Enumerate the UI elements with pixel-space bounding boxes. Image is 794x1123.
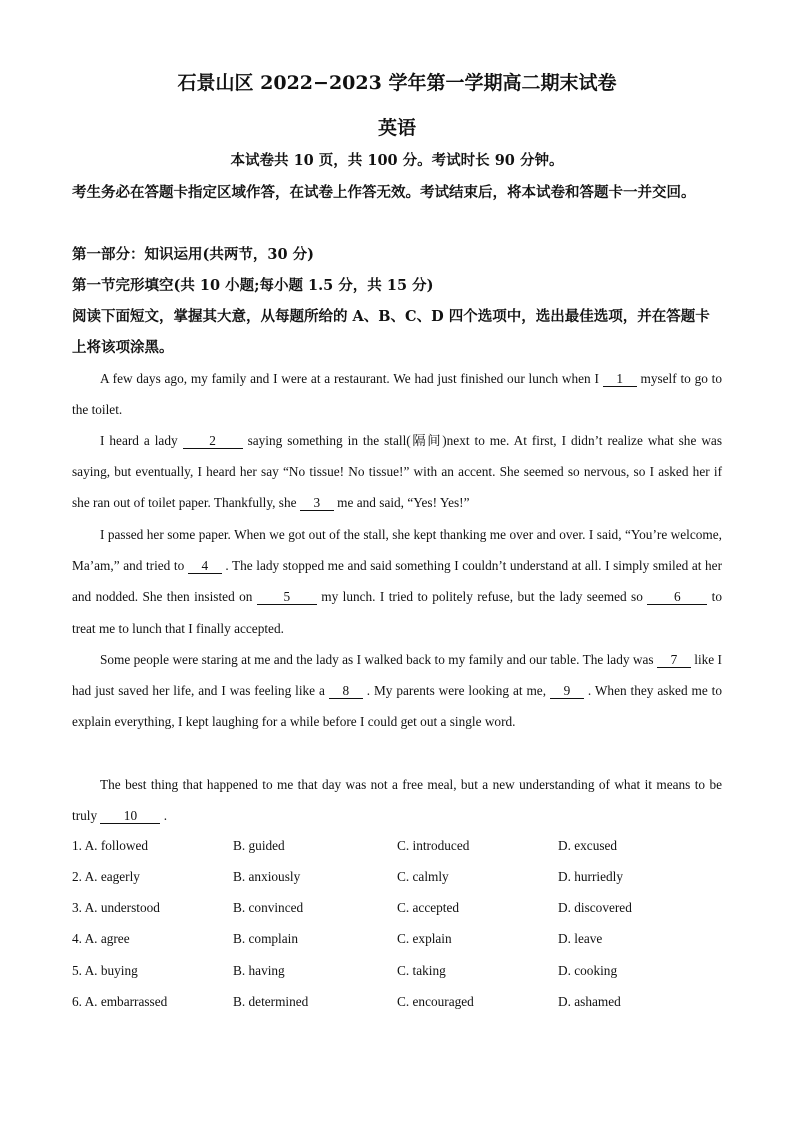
passage-text: . My parents were looking at me, xyxy=(366,683,547,699)
option-b: B. determined xyxy=(233,994,309,1009)
blank-5: 5 xyxy=(257,590,317,605)
options-row-6 xyxy=(72,994,722,1014)
directions-text: 阅读下面短文，掌握其大意，从每题所给的 A、B、C、D 四个选项中，选出最佳选项，并在答题卡上将该项涂黑。 xyxy=(72,308,710,356)
options-row-1 xyxy=(72,838,722,858)
blank-4: 4 xyxy=(188,559,222,574)
passage-text: me and said, “Yes! Yes!” xyxy=(337,495,470,511)
options-row-4 xyxy=(72,931,722,951)
blank-3: 3 xyxy=(300,496,334,511)
option-c: C. encouraged xyxy=(397,994,474,1009)
blank-10: 10 xyxy=(100,809,160,824)
option-a: 4. A. agree xyxy=(72,931,130,946)
passage-text: I heard a lady xyxy=(100,433,178,448)
exam-title: 石景山区 2022−2023 学年第一学期高二期末试卷 xyxy=(177,72,617,94)
passage-text: A few days ago, my family and I were at a restaurant. We had just finished our lunch when I xyxy=(100,371,599,386)
passage-text: like I had just saved her life, and I was feeling like a xyxy=(72,652,722,699)
subject-title: 英语 xyxy=(377,117,416,139)
section1-heading: 第一节完形填空(共 10 小题;每小题 1.5 分，共 15 分) xyxy=(72,277,434,294)
options-row-2 xyxy=(72,869,722,889)
option-a: 2. A. eagerly xyxy=(72,869,140,884)
passage-paragraph-5 xyxy=(72,769,722,831)
passage-paragraph-1 xyxy=(72,363,722,425)
passage-paragraph-3 xyxy=(72,519,722,644)
option-b: B. having xyxy=(233,963,285,978)
passage-text: The best thing that happened to me that day was not a free meal, but a new understanding of what it means to be truly xyxy=(72,777,722,824)
notice-text: 考生务必在答题卡指定区域作答，在试卷上作答无效。考试结束后，将本试卷和答题卡一并交回。 xyxy=(72,184,696,201)
blank-2: 2 xyxy=(183,434,243,449)
part1-heading: 第一部分：知识运用(共两节，30 分) xyxy=(72,246,314,263)
blank-6: 6 xyxy=(647,590,707,605)
blank-8: 8 xyxy=(329,684,363,699)
option-d: D. discovered xyxy=(558,900,632,915)
exam-info: 本试卷共 10 页，共 100 分。考试时长 90 分钟。 xyxy=(230,152,564,169)
option-d: D. ashamed xyxy=(558,994,621,1009)
option-b: B. anxiously xyxy=(233,869,301,884)
option-c: C. accepted xyxy=(397,900,460,915)
passage-paragraph-2 xyxy=(72,425,722,519)
option-a: 1. A. followed xyxy=(72,838,149,853)
option-a: 3. A. understood xyxy=(72,900,160,915)
passage-text: I passed her some paper. When we got out of the stall, she kept thanking me over and over. I said, “You’re welcome, Ma’am,” and tried to xyxy=(72,527,722,574)
options-row-5 xyxy=(72,963,722,983)
passage-text: . When they asked me to explain everything, I kept laughing for a while before I could get out a single word. xyxy=(72,683,723,730)
option-c: C. introduced xyxy=(397,838,470,853)
option-c: C. explain xyxy=(397,931,452,946)
option-a: 6. A. embarrassed xyxy=(72,994,168,1009)
options-row-3 xyxy=(72,900,722,920)
passage-text: my lunch. I tried to politely refuse, but the lady seemed so xyxy=(321,589,643,605)
option-c: C. calmly xyxy=(397,869,449,884)
blank-9: 9 xyxy=(550,684,584,699)
option-d: D. excused xyxy=(558,838,618,853)
passage-text: Some people were staring at me and the lady as I walked back to my family and our table. The lady was xyxy=(100,652,654,667)
option-d: D. cooking xyxy=(558,963,618,978)
blank-1: 1 xyxy=(603,372,637,387)
passage-text: . The lady stopped me and said something I couldn’t understand at all. I simply smiled at her and nodded. She then insisted on xyxy=(72,558,722,605)
option-a: 5. A. buying xyxy=(72,963,138,978)
option-b: B. convinced xyxy=(233,900,304,915)
option-b: B. guided xyxy=(233,838,285,853)
passage-text: myself to go to the toilet. xyxy=(72,371,723,418)
passage-text: . xyxy=(163,808,168,824)
option-d: D. hurriedly xyxy=(558,869,623,884)
passage-paragraph-4 xyxy=(72,644,722,738)
passage-text: to treat me to lunch that I finally accepted. xyxy=(72,589,723,636)
blank-7: 7 xyxy=(657,653,691,668)
passage-text: saying something in the stall(隔间)next to me. At first, I didn’t realize what she was saying, but eventually, I heard her say “No tissue! No tissue!” with an accent. She seemed so nervous, so I asked her if she ran out of toilet paper. Thankfully, she xyxy=(72,433,722,511)
option-b: B. complain xyxy=(233,931,298,946)
option-c: C. taking xyxy=(397,963,446,978)
option-d: D. leave xyxy=(558,931,603,946)
